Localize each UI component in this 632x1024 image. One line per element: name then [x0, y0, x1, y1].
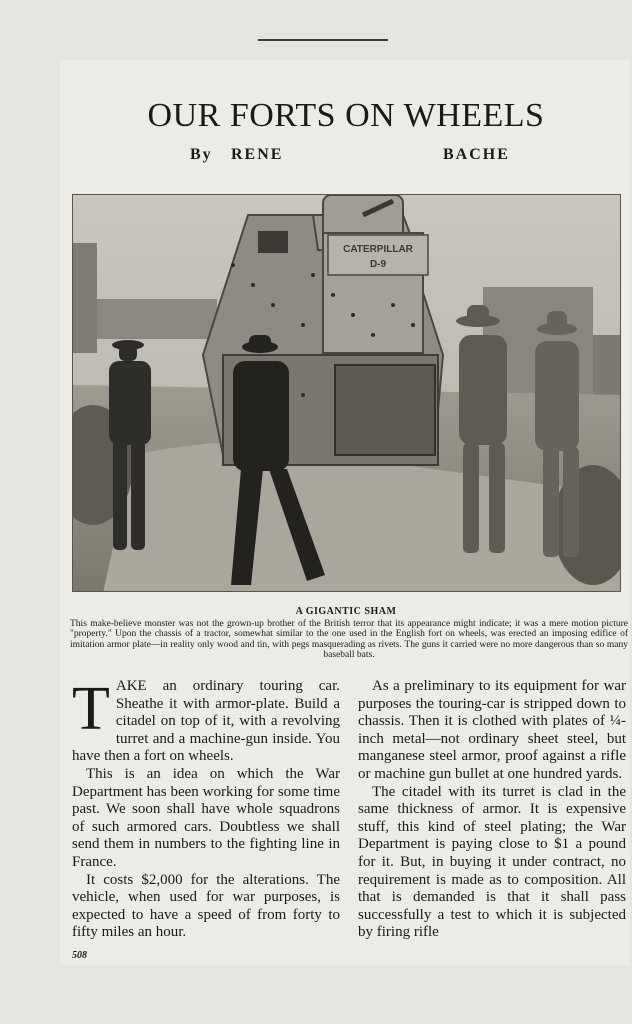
building-left: [73, 243, 97, 353]
tank-photo-illustration: [73, 195, 621, 592]
caption-text: This make-believe monster was not the grown-up brother of the British terror that its appearance might indicate; it was a mere motion picture "property." Upon the chassis of a tractor, somewhat similar to the one used in the English fort on wheels, was erected an imposing edifice of imitation armor plate—in reality only wood and tin, with pegs masquerading as rivets. The guns it carried were no more dangerous than so many baseball bats.: [70, 619, 628, 660]
paragraph-1: [72, 675, 340, 766]
paragraph-2: This is an idea on which the War Department has been working for some time past. We soon shall have whole squadrons of such armored cars. Doubtless we shall send them in numbers to the fighting line in France.: [72, 765, 340, 870]
paragraph-3: It costs $2,000 for the alterations. The vehicle, when used for war purposes, is expected to have a speed of from forty to fifty miles an hour.: [72, 871, 340, 941]
tank-photograph: [72, 194, 621, 592]
tank-number: D-9: [369, 259, 387, 270]
top-rule: [258, 39, 388, 41]
byline-author-last: BACHE: [443, 146, 510, 163]
tank-port: [258, 231, 288, 253]
byline-author-first: RENE: [231, 146, 284, 163]
paragraph-4: As a preliminary to its equipment for war purposes the touring-car is stripped down to chassis. Then it is clothed with plates of ¼-inch metal—not ordinary sheet steel, but manganese steel armor, proof against a rifle or machine gun bullet at one hundred yards.: [358, 678, 626, 782]
caption-title: A GIGANTIC SHAM: [295, 606, 397, 617]
page-number: 508: [72, 950, 87, 961]
byline-by: By: [190, 146, 213, 163]
paragraph-5: The citadel with its turret is clad in the same thickness of armor. It is expensive stuff, this kind of steel plating; the War Department is paying close to $1 a pound for it. But, in buying it under contract, no requirement is made as to composition. All that is demanded is that it shall pass successfully a test to which it is subjected by firing rifle: [358, 783, 626, 941]
tank-marking: CATERPILLAR: [343, 244, 413, 255]
article-title: OUR FORTS ON WHEELS: [147, 96, 545, 134]
wall-left: [97, 299, 217, 339]
drop-cap: T: [72, 675, 110, 743]
body-column-left: [72, 675, 340, 942]
body-column-right: [358, 678, 626, 942]
paragraph-1-text: AKE an ordinary touring car. Sheathe it with armor-plate. Build a citadel on top of it, with a revolving turret and a machine-gun inside. You have then a fort on wheels.: [72, 678, 340, 765]
tank-track: [335, 365, 435, 455]
